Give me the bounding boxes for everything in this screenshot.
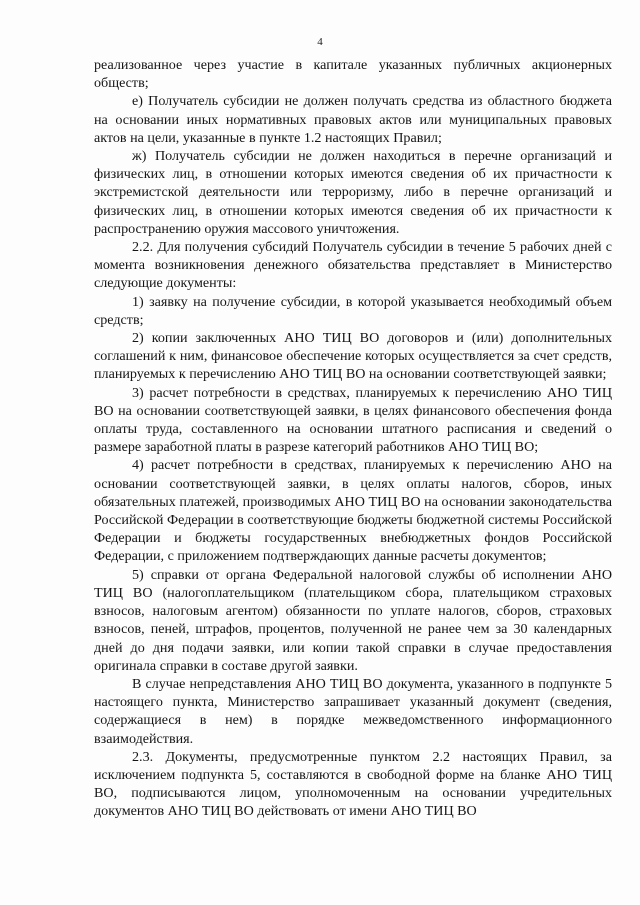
paragraph-subitem-1: 1) заявку на получение субсидии, в которой указывается необходимый объем средств; xyxy=(94,293,612,328)
paragraph-subitem-2: 2) копии заключенных АНО ТИЦ ВО договоров и (или) дополнительных соглашений к ним, финансовое обеспечение которых осуществляется за счет средств, планируемых к перечислению АНО ТИЦ ВО на основании соответствующей заявки; xyxy=(94,330,612,383)
paragraph-section-2-2: 2.2. Для получения субсидий Получатель субсидии в течение 5 рабочих дней с момента возникновения денежного обязательства представляет в Министерство следующие документы: xyxy=(94,239,612,292)
paragraph-subitem-4: 4) расчет потребности в средствах, планируемых к перечислению АНО на основании соответствующей заявки, в целях оплаты налогов, сборов, иных обязательных платежей, производимых АНО ТИЦ ВО на основании законодательства Российской Федерации в соответствующие бюджеты бюджетной системы Российской Федерации и бюджеты государственных внебюджетных фондов Российской Федерации, с приложением подтверждающих данные расчеты документов; xyxy=(94,457,612,565)
paragraph-item-zh: ж) Получатель субсидии не должен находиться в перечне организаций и физических лиц, в отношении которых имеются сведения об их причастности к экстремистской деятельности или терроризму, либо в перечне организаций и физических лиц, в отношении которых имеются сведения об их причастности к распространению оружия массового уничтожения. xyxy=(94,148,612,237)
paragraph-section-2-3: 2.3. Документы, предусмотренные пунктом 2.2 настоящих Правил, за исключением подпункта 5, составляются в свободной форме на бланке АНО ТИЦ ВО, подписываются лицом, уполномоченным на основании учредительных документов АНО ТИЦ ВО действовать от имени АНО ТИЦ ВО xyxy=(94,748,612,820)
page-number: 4 xyxy=(317,36,323,48)
document-body xyxy=(94,56,612,821)
paragraph-nonsubmission: В случае непредставления АНО ТИЦ ВО документа, указанного в подпункте 5 настоящего пункта, Министерство запрашивает указанный документ (сведения, содержащиеся в нем) в порядке межведомственного информационного взаимодействия. xyxy=(94,675,612,747)
paragraph-subitem-3: 3) расчет потребности в средствах, планируемых к перечислению АНО ТИЦ ВО на основании соответствующей заявки, в целях финансового обеспечения фонда оплаты труда, составленного на основании штатного расписания и сведений о размере заработной платы в разрезе категорий работников АНО ТИЦ ВО; xyxy=(94,384,612,456)
paragraph-subitem-5: 5) справки от органа Федеральной налоговой службы об исполнении АНО ТИЦ ВО (налогоплательщиком (плательщиком сбора, плательщиком страховых взносов, налоговым агентом) обязанности по уплате налогов, сборов, страховых взносов, пеней, штрафов, процентов, полученной не ранее чем за 30 календарных дней до дня подачи заявки, или копии такой справки в случае предоставления оригинала справки в составе другой заявки. xyxy=(94,566,612,674)
paragraph-continuation: реализованное через участие в капитале указанных публичных акционерных обществ; xyxy=(94,57,612,92)
paragraph-item-e: е) Получатель субсидии не должен получать средства из областного бюджета на основании иных нормативных правовых актов или муниципальных правовых актов на цели, указанные в пункте 1.2 настоящих Правил; xyxy=(94,93,612,146)
